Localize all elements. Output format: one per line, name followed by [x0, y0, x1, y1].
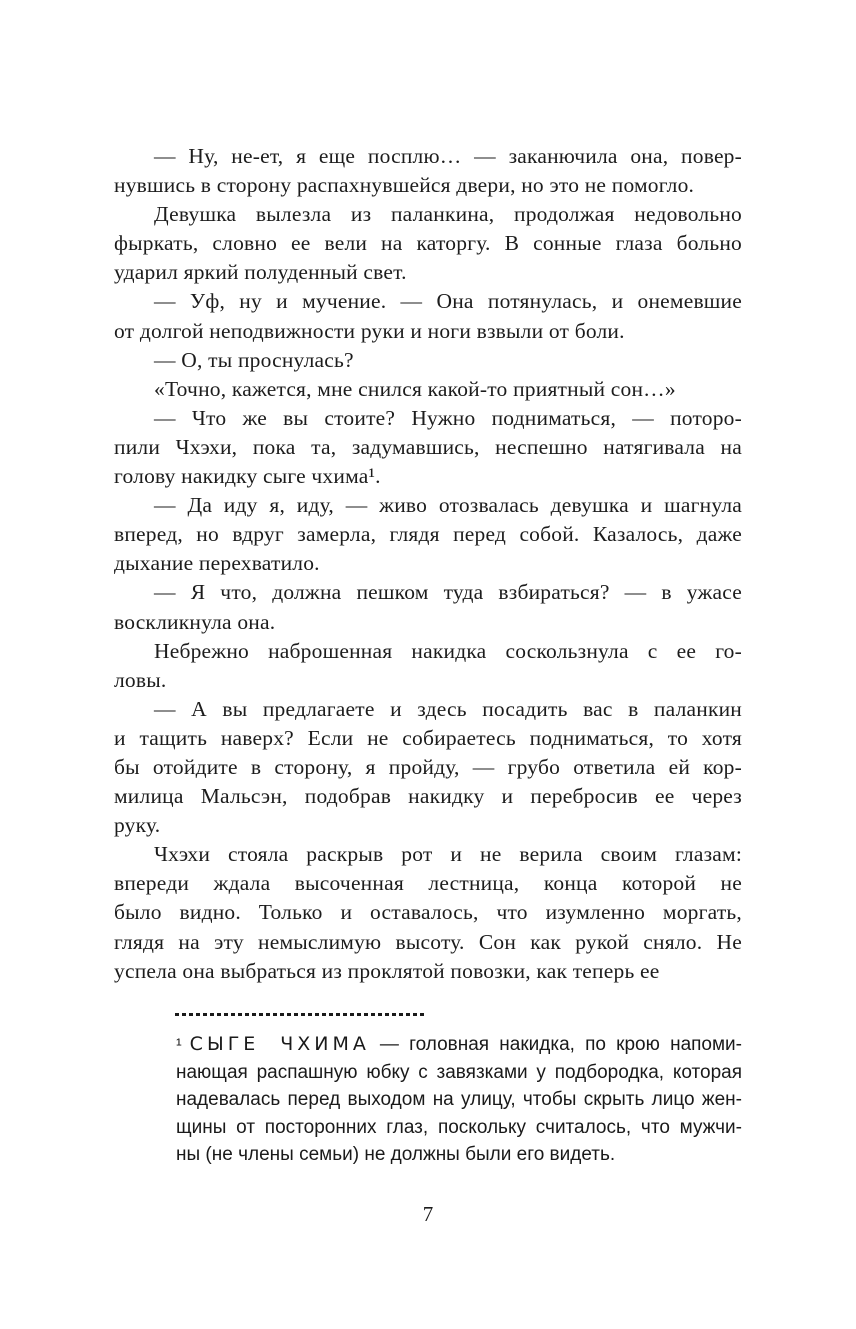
text-line: впереди ждала высоченная лестница, конца которой не [114, 871, 742, 896]
text-line: ловы. [114, 667, 167, 692]
text-line: — О, ты проснулась? [154, 347, 354, 372]
text-line: вперед, но вдруг замерла, глядя перед собой. Казалось, даже [114, 522, 742, 547]
footnote-term: СЫГЕ ЧХИМА [189, 1033, 370, 1055]
text-line: от долгой неподвижности руки и ноги взвыли от боли. [114, 318, 625, 343]
paragraph [114, 840, 742, 985]
text-line: — А вы предлагаете и здесь посадить вас в паланкин [154, 696, 742, 721]
footnote-text-start: — головная накидка, по крою напоми- [379, 1034, 742, 1055]
paragraph [114, 346, 742, 375]
text-line: пили Чхэхи, пока та, задумавшись, неспешно натягивала на [114, 434, 742, 459]
paragraph [114, 200, 742, 287]
text-line: воскликнула она. [114, 609, 276, 634]
text-line: руку. [114, 813, 161, 838]
paragraph [114, 637, 742, 695]
text-line: бы отойдите в сторону, я пройду, — грубо ответила ей кор- [114, 754, 742, 779]
text-line: — Что же вы стоите? Нужно подниматься, — поторо- [154, 405, 742, 430]
text-line: — Да иду я, иду, — живо отозвалась девушка и шагнула [154, 493, 742, 518]
paragraph [114, 375, 742, 404]
paragraph [114, 578, 742, 636]
footnote-separator [175, 1013, 425, 1016]
paragraph [114, 695, 742, 840]
text-line: глядя на эту немыслимую высоту. Сон как рукой сняло. Не [114, 929, 742, 954]
text-line: нувшись в сторону распахнувшейся двери, но это не помогло. [114, 173, 695, 198]
text-line: — Я что, должна пешком туда взбираться? — в ужасе [154, 580, 742, 605]
text-line: — Уф, ну и мучение. — Она потянулась, и онемевшие [154, 289, 742, 314]
text-line: Чхэхи стояла раскрыв рот и не верила своим глазам: [154, 842, 742, 867]
text-line: ударил яркий полуденный свет. [114, 260, 407, 285]
text-line: голову накидку сыге чхима¹. [114, 464, 381, 489]
text-line: Девушка вылезла из паланкина, продолжая недовольно [154, 202, 742, 227]
text-line: фыркать, словно ее вели на каторгу. В сонные глаза больно [114, 231, 742, 256]
footnote-line [176, 1031, 742, 1059]
paragraph [114, 287, 742, 345]
paragraph [114, 491, 742, 578]
paragraph [114, 142, 742, 200]
paragraph [114, 404, 742, 491]
text-line: «Точно, кажется, мне снился какой-то приятный сон…» [154, 376, 676, 401]
text-line: успела она выбраться из проклятой повозки, как теперь ее [114, 958, 660, 983]
text-line: — Ну, не-ет, я еще посплю… — заканючила она, повер- [154, 144, 742, 168]
footnote-marker: ¹ [176, 1035, 182, 1054]
footnote [176, 1031, 742, 1169]
text-line: и тащить наверх? Если не собираетесь подниматься, то хотя [114, 725, 742, 750]
footnote-line: ны (не члены семьи) не должны были его видеть. [176, 1144, 616, 1165]
page-number: 7 [422, 1202, 434, 1226]
footnote-line: надевалась перед выходом на улицу, чтобы скрыть лицо жен- [176, 1089, 742, 1110]
text-line: было видно. Только и оставалось, что изумленно моргать, [114, 900, 742, 925]
text-line: дыхание перехватило. [114, 551, 320, 576]
footnote-line: щины от посторонних глаз, поскольку считалось, что мужчи- [176, 1116, 742, 1138]
text-line: Небрежно наброшенная накидка соскользнула с ее го- [154, 638, 742, 663]
text-line: милица Мальсэн, подобрав накидку и перебросив ее через [114, 784, 742, 809]
footnote-line: нающая распашную юбку с завязками у подбородка, которая [176, 1061, 742, 1083]
footnote-lines [176, 1059, 742, 1169]
text-block [114, 142, 742, 986]
